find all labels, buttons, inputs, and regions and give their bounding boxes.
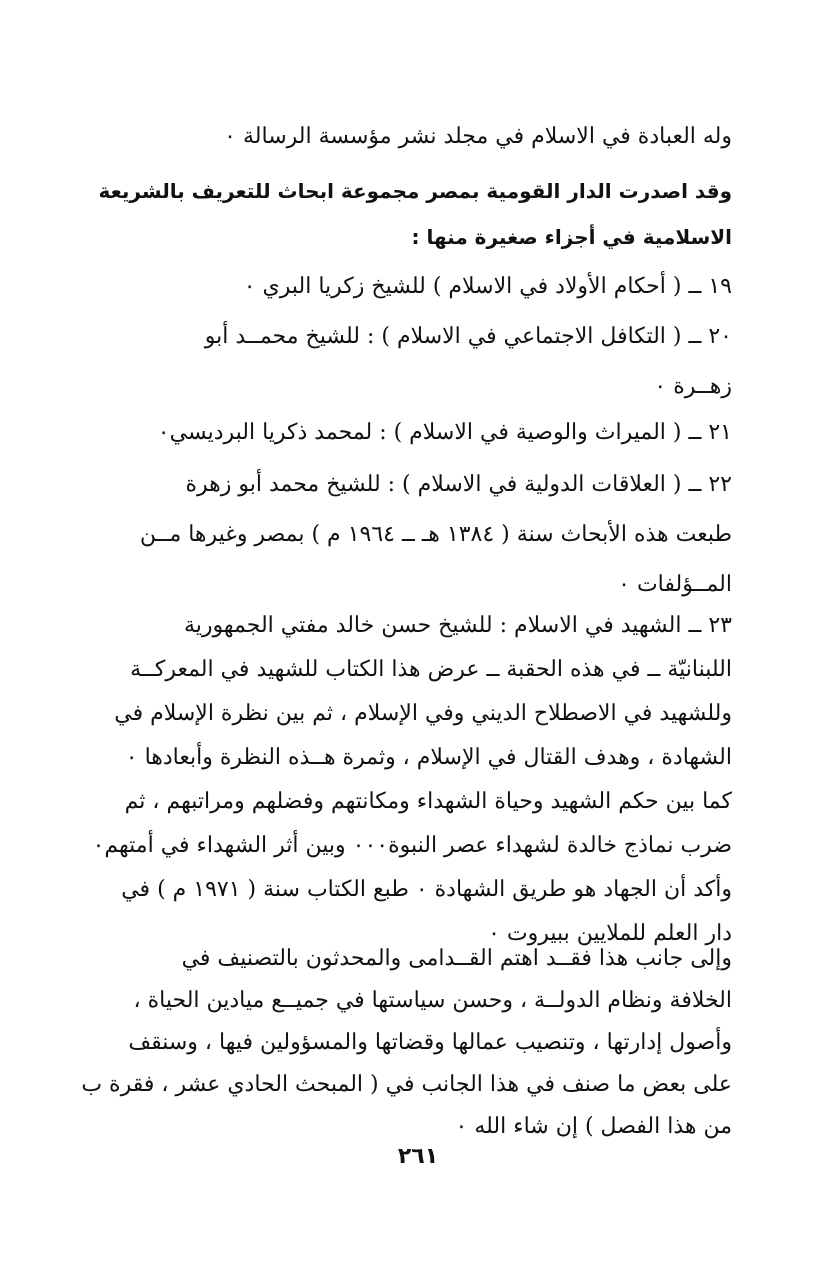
list-item-21 [112, 408, 732, 458]
text-line: ٢١ ــ ( الميراث والوصية في الاسلام ) : لمحمد ذكريا البرديسي٠ [157, 420, 732, 445]
text-line: من هذا الفصل ) إن شاء الله ٠ [455, 1114, 732, 1139]
text-line: دار العلم للملايين ببيروت ٠ [488, 921, 732, 946]
text-line: ١٩ ــ ( أحكام الأولاد في الاسلام ) للشيخ زكريا البري ٠ [243, 274, 732, 299]
text-line: ٢٢ ــ ( العلاقات الدولية في الاسلام ) : للشيخ محمد أبو زهرة [185, 472, 732, 497]
paragraph-caliphate-note [81, 938, 732, 1148]
text-line: الاسلامية في أجزاء صغيرة منها : [411, 225, 732, 249]
list-item-23 [92, 604, 732, 956]
text-line: وللشهيد في الاصطلاح الديني وفي الإسلام ، ثم بين نظرة الإسلام في [114, 701, 732, 726]
text-line: زهــرة ٠ [654, 374, 732, 399]
paragraph-dar-qawmiya-intro [98, 168, 732, 260]
list-item-20 [112, 312, 732, 412]
text-line: وقد اصدرت الدار القومية بمصر مجموعة ابحاث للتعريف بالشريعة [98, 179, 732, 203]
text-line: وإلى جانب هذا فقــد اهتم القــدامى والمحدثون بالتصنيف في [181, 946, 732, 971]
text-line: ٢٠ ــ ( التكافل الاجتماعي في الاسلام ) : للشيخ محمــد أبو [204, 324, 732, 349]
text-line: الخلافة ونظام الدولــة ، وحسن سياستها في جميــع ميادين الحياة ، [133, 988, 732, 1013]
text-line: اللبنانيّة ــ في هذه الحقبة ــ عرض هذا الكتاب للشهيد في المعركــة [130, 657, 732, 682]
text-line: وأصول إدارتها ، وتنصيب عمالها وقضاتها والمسؤولين فيها ، وسنقف [128, 1030, 732, 1055]
text-line: على بعض ما صنف في هذا الجانب في ( المبحث الحادي عشر ، فقرة ب [81, 1072, 732, 1097]
list-item-19 [112, 262, 732, 312]
text-line: ٢٣ ــ الشهيد في الاسلام : للشيخ حسن خالد مفتي الجمهورية [184, 613, 732, 638]
text-line: طبعت هذه الأبحاث سنة ( ١٣٨٤ هـ ــ ١٩٦٤ م ) بمصر وغيرها مــن [139, 522, 732, 547]
text-line: وله العبادة في الاسلام في مجلد نشر مؤسسة الرسالة ٠ [224, 124, 732, 149]
text-line: الشهادة ، وهدف القتال في الإسلام ، وثمرة هــذه النظرة وأبعادها ٠ [125, 745, 732, 770]
text-line: وأكد أن الجهاد هو طريق الشهادة ٠ طبع الكتاب سنة ( ١٩٧١ م ) في [121, 877, 732, 902]
list-item-22 [112, 460, 732, 610]
page-number: ٢٦١ [397, 1144, 439, 1169]
text-line: ضرب نماذج خالدة لشهداء عصر النبوة٠٠٠ وبين أثر الشهداء في أمتهم٠ [92, 833, 732, 858]
paragraph-ibada-note [112, 112, 732, 162]
text-line: كما بين حكم الشهيد وحياة الشهداء ومكانتهم وفضلهم ومراتبهم ، ثم [124, 789, 732, 814]
text-line: المــؤلفات ٠ [618, 572, 732, 597]
